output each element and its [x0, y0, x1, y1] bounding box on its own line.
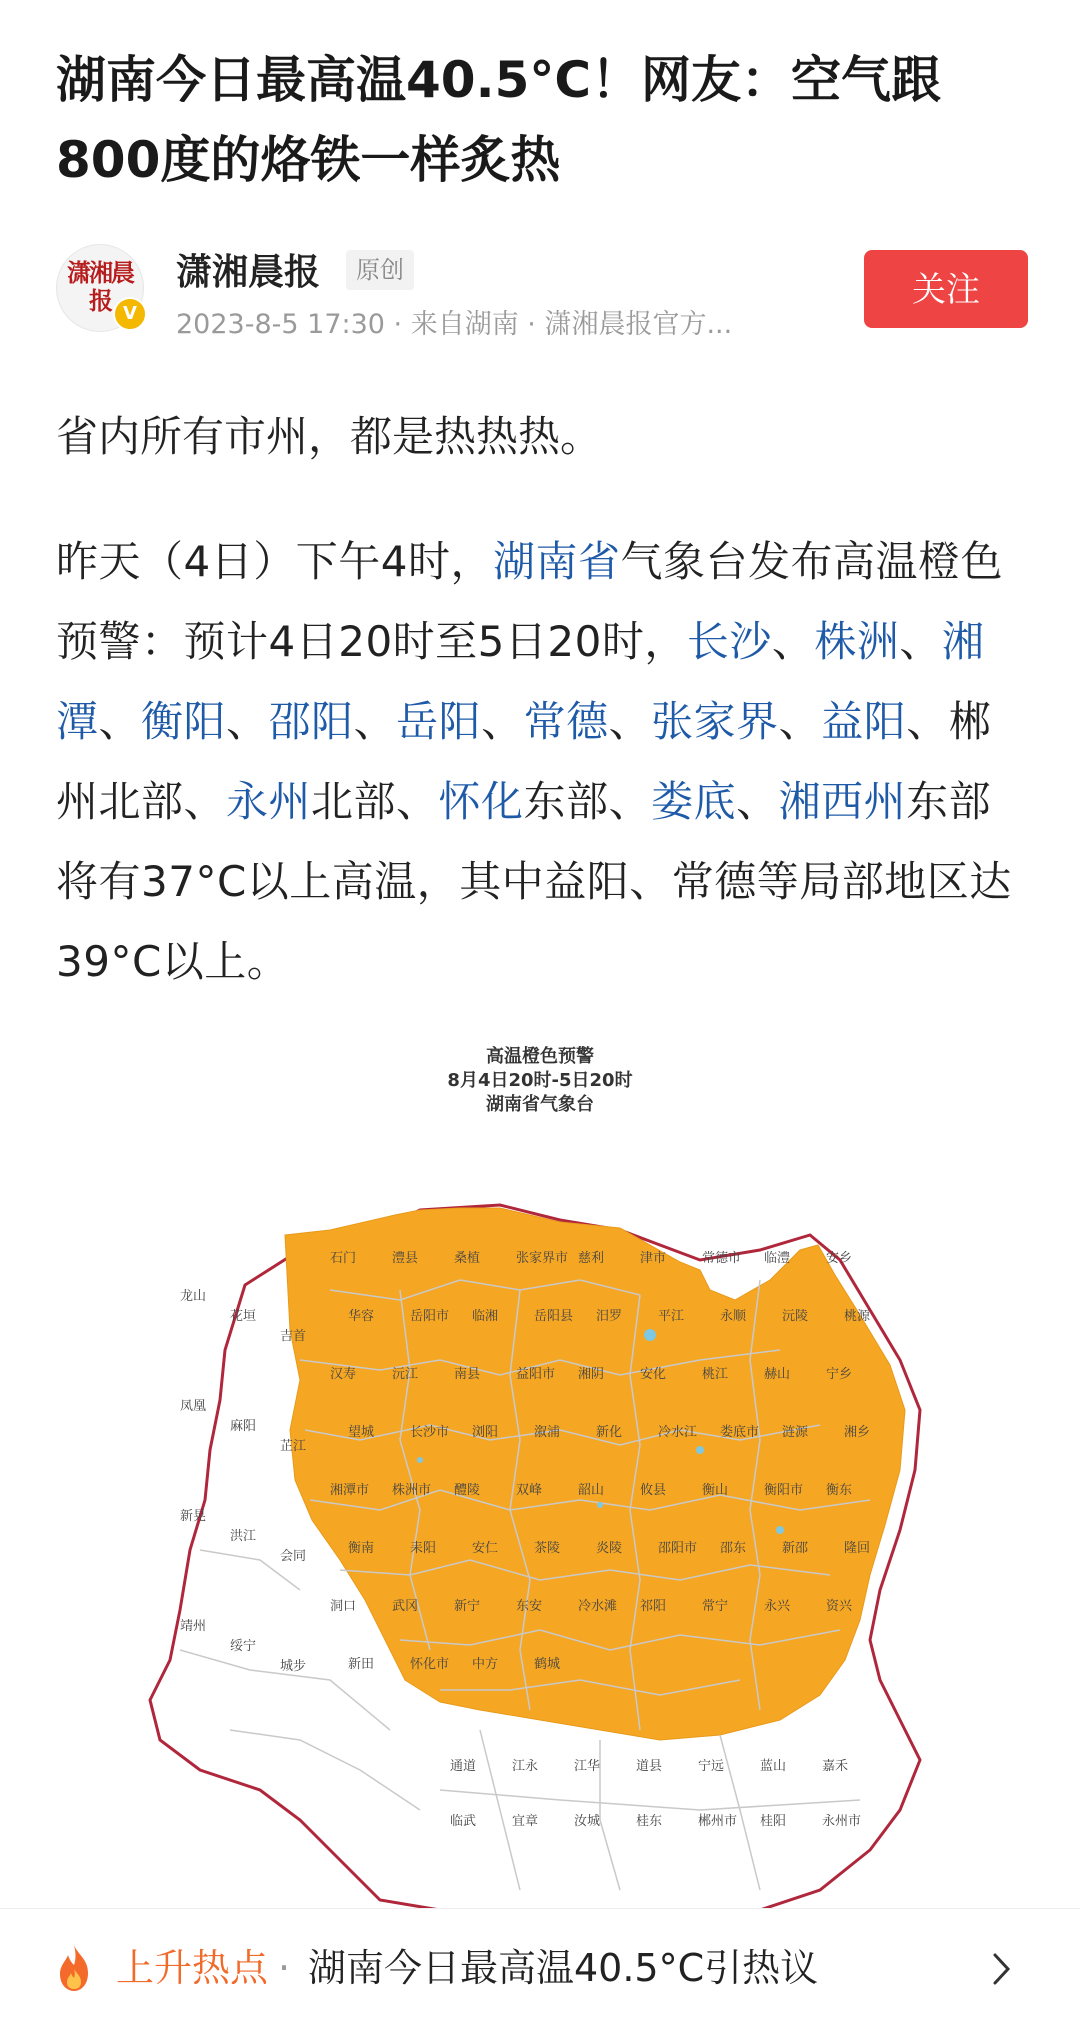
map-county-label: 桂东 [636, 1814, 663, 1829]
map-county-label: 益阳市 [516, 1367, 556, 1382]
map-county-label: 会同 [280, 1549, 307, 1564]
place-link[interactable]: 株洲 [814, 617, 900, 666]
map-county-label: 涟源 [782, 1425, 809, 1440]
paragraph-text: 气象台发布高温橙色预警：预计4日20时至5日20时， [56, 537, 1003, 666]
place-link[interactable]: 邵阳 [268, 697, 354, 746]
map-county-label: 娄底市 [720, 1425, 760, 1440]
paragraph-text: 、 [98, 697, 142, 746]
paragraph-text: 、 [226, 697, 269, 746]
map-county-label: 溆浦 [534, 1425, 561, 1440]
map-county-label: 蓝山 [760, 1759, 787, 1774]
map-county-label: 永顺 [720, 1309, 747, 1324]
place-link[interactable]: 湖南省 [492, 537, 621, 586]
map-county-label: 慈利 [578, 1251, 605, 1266]
map-county-label: 株洲市 [392, 1483, 432, 1498]
paragraph-text: 昨天（4日）下午4时， [56, 537, 493, 586]
map-county-label: 双峰 [516, 1483, 543, 1498]
paragraph-text: 、 [608, 697, 652, 746]
place-link[interactable]: 永州 [226, 777, 312, 826]
map-county-label: 汉寿 [330, 1367, 357, 1382]
map-county-label: 永兴 [764, 1599, 791, 1614]
map-county-label: 赫山 [764, 1367, 791, 1382]
map-county-label: 湘潭市 [330, 1483, 370, 1498]
map-county-label: 邵东 [720, 1541, 747, 1556]
fire-icon [52, 1943, 96, 1993]
warning-map-image [0, 1030, 1080, 1910]
trending-bar[interactable] [0, 1908, 1080, 2026]
place-link[interactable]: 岳阳 [396, 697, 482, 746]
map-county-label: 芷江 [280, 1439, 307, 1454]
map-county-label: 浏阳 [472, 1425, 499, 1440]
map-county-label: 冷水滩 [578, 1599, 618, 1614]
place-link[interactable]: 益阳 [821, 697, 907, 746]
paragraph-text: 东部、 [523, 777, 652, 826]
map-county-label: 龙山 [180, 1289, 207, 1304]
map-county-label: 安仁 [472, 1541, 499, 1556]
original-tag: 原创 [346, 250, 414, 290]
map-county-label: 攸县 [640, 1483, 667, 1498]
map-county-label: 江华 [574, 1759, 601, 1774]
paragraph-2 [56, 522, 1026, 1002]
chevron-right-icon[interactable] [990, 1949, 1014, 1989]
map-county-label: 冷水江 [658, 1425, 698, 1440]
map-county-label: 临湘 [472, 1309, 499, 1324]
trending-label: 上升热点 [116, 1946, 269, 1990]
map-county-label: 新宁 [454, 1599, 481, 1614]
place-link[interactable]: 怀化 [438, 777, 524, 826]
map-county-label: 通道 [450, 1759, 477, 1774]
author-name[interactable]: 潇湘晨报 [176, 252, 321, 293]
author-row [56, 240, 1026, 340]
map-county-label: 临武 [450, 1814, 477, 1829]
map-county-label: 嘉禾 [822, 1759, 849, 1774]
map-county-label: 新化 [596, 1425, 623, 1440]
author-avatar[interactable] [56, 244, 144, 332]
paragraph-text: 、郴州北部、 [56, 697, 992, 826]
paragraph-text: 北部、 [311, 777, 439, 826]
paragraph-text: 东部将有37°C以上高温，其中益阳、常德等局部地区达39°C以上。 [56, 777, 1012, 986]
map-title-line: 8月4日20时-5日20时 [447, 1070, 633, 1091]
map-county-label: 桃江 [702, 1367, 729, 1382]
map-county-label: 茶陵 [534, 1541, 561, 1556]
article-meta: 2023-8-5 17:30 · 来自湖南 · 潇湘晨报官方... [176, 309, 733, 340]
map-county-label: 衡山 [702, 1483, 729, 1498]
follow-button[interactable]: 关注 [864, 250, 1028, 328]
hunan-map-svg [0, 1030, 1080, 1910]
place-link[interactable]: 衡阳 [141, 697, 227, 746]
map-county-label: 湘阴 [578, 1367, 605, 1382]
map-county-label: 耒阳 [410, 1541, 437, 1556]
map-county-label: 岳阳市 [410, 1309, 450, 1324]
map-county-label: 资兴 [826, 1599, 853, 1614]
map-county-label: 常宁 [702, 1599, 729, 1614]
map-county-label: 怀化市 [410, 1657, 450, 1672]
map-county-label: 洞口 [330, 1599, 357, 1614]
map-county-label: 望城 [348, 1425, 375, 1440]
map-county-label: 宁乡 [826, 1367, 853, 1382]
map-county-label: 新晃 [180, 1509, 207, 1524]
map-county-label: 岳阳县 [534, 1309, 574, 1324]
map-county-label: 湘乡 [844, 1425, 871, 1440]
map-county-label: 凤凰 [180, 1399, 207, 1414]
paragraph-text: 、 [778, 697, 822, 746]
paragraph-text: 、 [481, 697, 524, 746]
map-county-label: 临澧 [764, 1251, 791, 1266]
map-county-label: 花垣 [230, 1309, 257, 1324]
paragraph-text: 、 [899, 617, 942, 666]
map-county-label: 道县 [636, 1759, 663, 1774]
map-county-label: 鹤城 [534, 1657, 561, 1672]
map-county-label: 平江 [658, 1309, 685, 1324]
map-county-label: 衡阳市 [764, 1483, 804, 1498]
trending-separator: · [278, 1946, 291, 1990]
paragraph-1: 省内所有市州，都是热热热。 [56, 412, 603, 461]
map-county-label: 靖州 [180, 1619, 207, 1634]
map-county-label: 衡东 [826, 1483, 853, 1498]
map-county-label: 张家界市 [516, 1251, 569, 1266]
map-title-line: 高温橙色预警 [486, 1046, 594, 1067]
map-county-label: 津市 [640, 1251, 667, 1266]
verified-v-icon: V [113, 297, 147, 331]
map-county-label: 宁远 [698, 1759, 725, 1774]
map-county-label: 桂阳 [760, 1814, 787, 1829]
map-county-label: 城步 [280, 1659, 307, 1674]
map-county-label: 长沙市 [410, 1425, 450, 1440]
map-county-label: 南县 [454, 1367, 481, 1382]
trending-headline[interactable]: 湖南今日最高温40.5°C引热议 [308, 1946, 819, 1990]
map-county-label: 汨罗 [596, 1309, 623, 1324]
map-title-line: 湖南省气象台 [486, 1094, 594, 1115]
map-county-label: 衡南 [348, 1541, 375, 1556]
map-county-label: 永州市 [822, 1814, 862, 1829]
map-county-label: 武冈 [392, 1599, 419, 1614]
place-link[interactable]: 湘潭 [56, 617, 985, 746]
article-title: 湖南今日最高温40.5°C！网友：空气跟800度的烙铁一样炙热 [56, 51, 942, 189]
paragraph-text: 、 [736, 777, 779, 826]
map-county-label: 安乡 [826, 1251, 853, 1266]
map-county-label: 常德市 [702, 1251, 742, 1266]
map-county-label: 新邵 [782, 1541, 809, 1556]
map-county-label: 桑植 [454, 1251, 481, 1266]
map-county-label: 中方 [472, 1657, 499, 1672]
map-county-label: 沅江 [392, 1367, 419, 1382]
map-county-label: 石门 [330, 1251, 357, 1266]
map-county-label: 隆回 [844, 1541, 871, 1556]
paragraph-text: 、 [353, 697, 397, 746]
avatar-logo-text: 潇湘晨报 [67, 259, 133, 315]
place-link[interactable]: 常德 [523, 697, 609, 746]
map-county-label: 洪江 [230, 1529, 257, 1544]
map-county-label: 汝城 [574, 1814, 601, 1829]
map-county-label: 炎陵 [596, 1541, 623, 1556]
map-county-label: 吉首 [280, 1329, 307, 1344]
map-county-label: 沅陵 [782, 1309, 809, 1324]
map-county-label: 郴州市 [698, 1814, 738, 1829]
map-county-label: 江永 [512, 1759, 539, 1774]
map-county-label: 东安 [516, 1599, 543, 1614]
place-link[interactable]: 湘西州 [778, 777, 907, 826]
map-county-label: 华容 [348, 1309, 375, 1324]
map-county-label: 宜章 [512, 1814, 539, 1829]
place-link[interactable]: 长沙 [686, 617, 772, 666]
paragraph-text: 、 [771, 617, 815, 666]
map-county-label: 醴陵 [454, 1483, 481, 1498]
place-link[interactable]: 娄底 [651, 777, 737, 826]
map-county-label: 祁阳 [640, 1599, 667, 1614]
map-county-label: 麻阳 [230, 1419, 257, 1434]
map-county-label: 绥宁 [230, 1639, 257, 1654]
map-county-label: 桃源 [844, 1309, 871, 1324]
map-title [0, 1045, 1080, 1117]
map-county-label: 韶山 [578, 1483, 605, 1498]
map-county-label: 安化 [640, 1367, 667, 1382]
map-county-label: 邵阳市 [658, 1541, 698, 1556]
place-link[interactable]: 张家界 [651, 697, 779, 746]
map-county-label: 澧县 [392, 1251, 419, 1266]
map-county-label: 新田 [348, 1657, 375, 1672]
